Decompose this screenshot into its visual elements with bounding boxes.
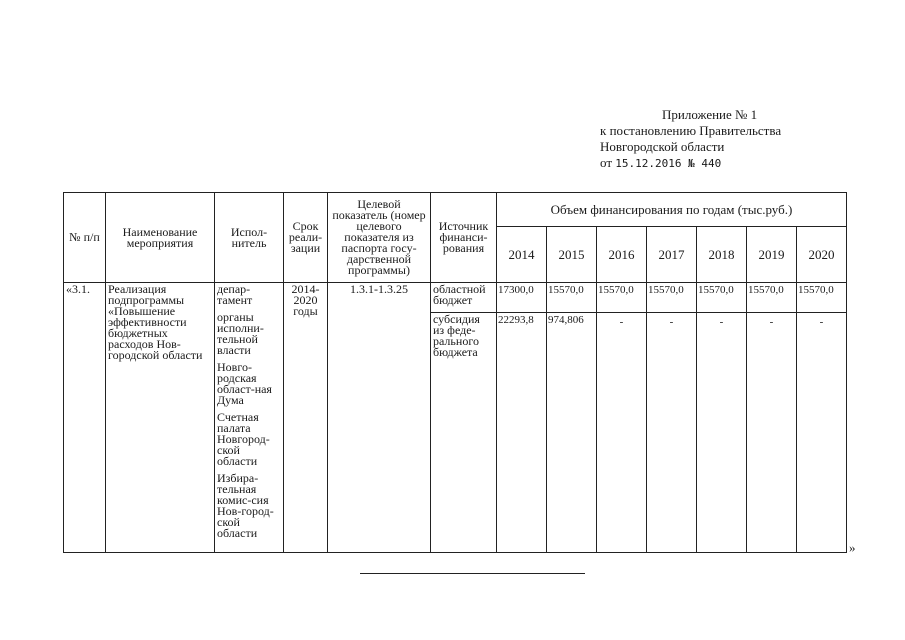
row-number: «3.1. — [64, 283, 106, 553]
source-label: областной бюджет — [431, 283, 497, 313]
appendix-title: Приложение № 1 — [662, 107, 758, 122]
year-2017: 2017 — [647, 227, 697, 283]
appendix-header — [600, 107, 781, 172]
executor-item: Избира-тельная комис-сия Нов-город-ской области — [217, 471, 274, 540]
value-cell: 974,806 — [547, 313, 597, 553]
value-cell: 15570,0 — [797, 283, 847, 313]
col-target-header: Целевой показатель (номер целевого показателя из паспорта госу-дарственной программы) — [328, 193, 431, 283]
executor-item: депар-тамент — [217, 282, 253, 307]
value-cell: - — [597, 313, 647, 553]
year-2018: 2018 — [697, 227, 747, 283]
appendix-decree-line: к постановлению Правительства — [600, 123, 782, 138]
year-2015: 2015 — [547, 227, 597, 283]
col-executor-header: Испол-нитель — [215, 193, 284, 283]
row-term: 2014-2020 годы — [284, 283, 328, 553]
value-cell: 15570,0 — [647, 283, 697, 313]
footer-divider — [360, 573, 585, 574]
col-source-header: Источник финанси-рования — [431, 193, 497, 283]
value-cell: - — [647, 313, 697, 553]
year-2020: 2020 — [797, 227, 847, 283]
date-prefix: от — [600, 155, 613, 170]
year-2016: 2016 — [597, 227, 647, 283]
executor-item: Новго-родская област-ная Дума — [217, 360, 272, 407]
row-target: 1.3.1-1.3.25 — [328, 283, 431, 553]
appendix-date-line — [600, 155, 781, 172]
header-row-1 — [64, 193, 847, 227]
closing-quote: » — [849, 540, 856, 555]
date-value: 15.12.2016 № 440 — [615, 157, 722, 170]
value-cell: - — [697, 313, 747, 553]
col-volume-header: Объем финансирования по годам (тыс.руб.) — [497, 193, 847, 227]
year-2014: 2014 — [497, 227, 547, 283]
col-term-header: Срок реали-зации — [284, 193, 328, 283]
financing-table — [63, 192, 847, 553]
executor-item: органы исполни-тельной власти — [217, 310, 264, 357]
value-cell: 17300,0 — [497, 283, 547, 313]
value-cell: 15570,0 — [747, 283, 797, 313]
value-cell: - — [747, 313, 797, 553]
executor-item: Счетная палата Новгород-ской области — [217, 410, 270, 468]
table-row — [64, 283, 847, 313]
value-cell: 15570,0 — [697, 283, 747, 313]
value-cell: - — [797, 313, 847, 553]
value-cell: 22293,8 — [497, 313, 547, 553]
col-name-header: Наименование мероприятия — [106, 193, 215, 283]
col-num-header: № п/п — [64, 193, 106, 283]
row-name: Реализация подпрограммы «Повышение эффективности бюджетных расходов Нов-городской области — [106, 283, 215, 553]
row-executors — [215, 283, 284, 553]
source-label: субсидия из феде-рального бюджета — [431, 313, 497, 553]
year-2019: 2019 — [747, 227, 797, 283]
value-cell: 15570,0 — [547, 283, 597, 313]
appendix-region-line: Новгородской области — [600, 139, 725, 154]
value-cell: 15570,0 — [597, 283, 647, 313]
